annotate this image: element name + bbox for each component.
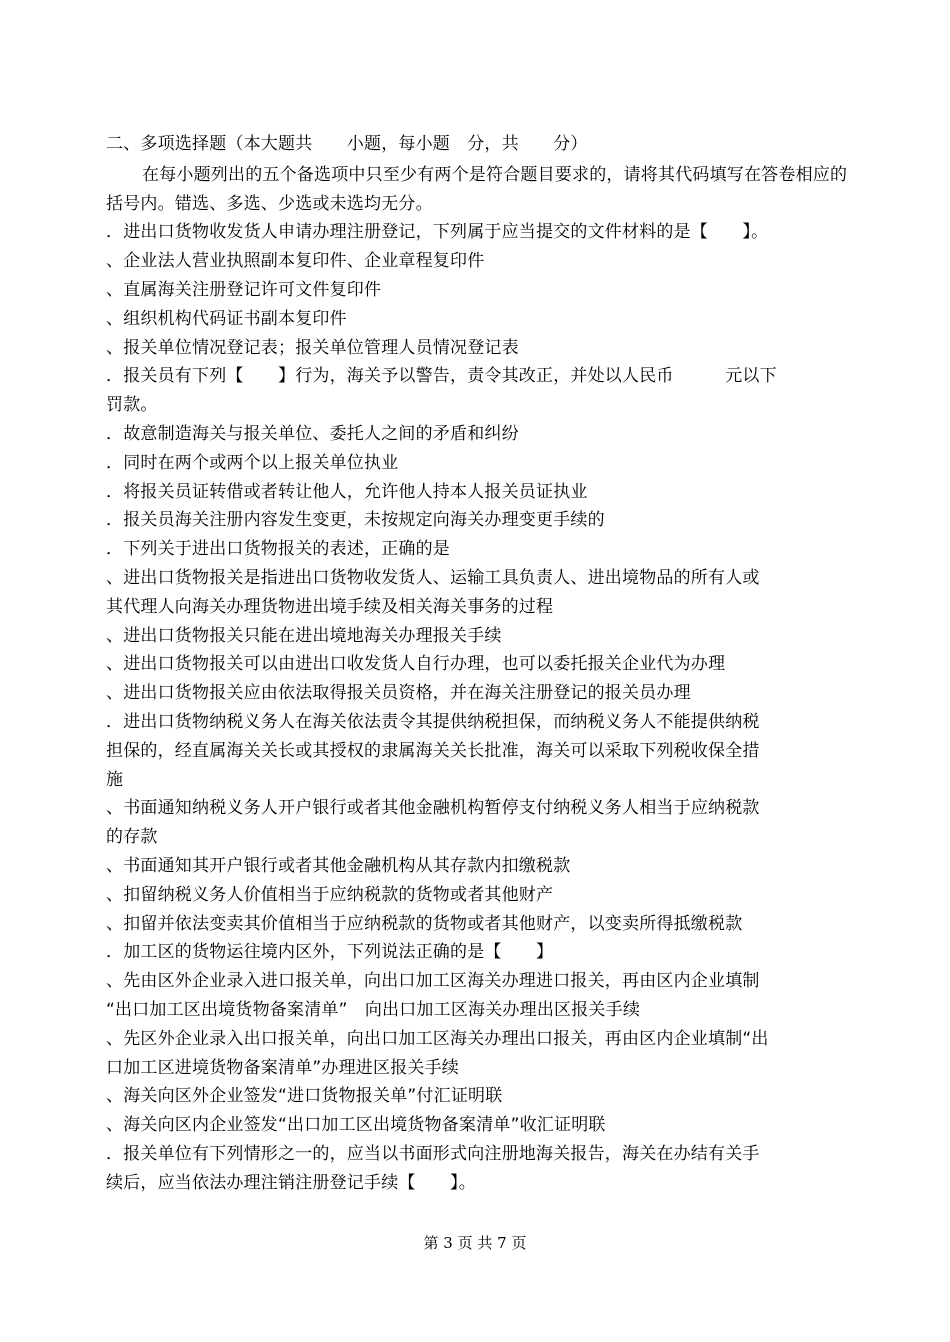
question-line: 续后，应当依法办理注销注册登记手续【 】。 bbox=[106, 1172, 476, 1193]
question-line: 、直属海关注册登记许可文件复印件 bbox=[106, 279, 382, 300]
question-line: 、进出口货物报关只能在进出境地海关办理报关手续 bbox=[106, 625, 502, 646]
question-line: 、进出口货物报关可以由进出口收发货人自行办理，也可以委托报关企业代为办理 bbox=[106, 654, 726, 675]
question-section bbox=[106, 130, 850, 1197]
question-line: ．报关员海关注册内容发生变更，未按规定向海关办理变更手续的 bbox=[106, 510, 605, 531]
question-line: ．故意制造海关与报关单位、委托人之间的矛盾和纠纷 bbox=[106, 423, 519, 444]
question-line: 、先由区外企业录入进口报关单，向出口加工区海关办理进口报关，再由区内企业填制 bbox=[106, 971, 760, 992]
section-heading: 二、多项选择题（本大题共 小题，每小题 分，共 分） bbox=[106, 134, 588, 154]
question-line: ．加工区的货物运往境内区外，下列说法正确的是【 】 bbox=[106, 942, 554, 963]
question-line: 、进出口货物报关是指进出口货物收发货人、运输工具负责人、进出境物品的所有人或 bbox=[106, 567, 760, 588]
question-line: “出口加工区出境货物备案清单” 向出口加工区海关办理出区报关手续 bbox=[106, 999, 641, 1020]
question-line: 、扣留纳税义务人价值相当于应纳税款的货物或者其他财产 bbox=[106, 884, 554, 905]
question-line: 口加工区进境货物备案清单”办理进区报关手续 bbox=[106, 1057, 460, 1078]
question-line: ．报关员有下列【 】行为，海关予以警告，责令其改正，并处以人民币 元以下 bbox=[106, 366, 777, 387]
question-line: 、报关单位情况登记表；报关单位管理人员情况登记表 bbox=[106, 337, 519, 358]
question-lines bbox=[106, 218, 850, 1197]
question-line: 、进出口货物报关应由依法取得报关员资格，并在海关注册登记的报关员办理 bbox=[106, 683, 691, 704]
page-footer: 第 3 页 共 7 页 bbox=[423, 1234, 527, 1252]
question-line: ．进出口货物纳税义务人在海关依法责令其提供纳税担保，而纳税义务人不能提供纳税 bbox=[106, 711, 760, 732]
question-line: 罚款。 bbox=[106, 395, 158, 416]
question-line: 、先区外企业录入出口报关单，向出口加工区海关办理出口报关，再由区内企业填制“出 bbox=[106, 1028, 769, 1049]
question-line: 、书面通知纳税义务人开户银行或者其他金融机构暂停支付纳税义务人相当于应纳税款 bbox=[106, 798, 760, 819]
question-line: ．将报关员证转借或者转让他人，允许他人持本人报关员证执业 bbox=[106, 481, 588, 502]
question-line: 、扣留并依法变卖其价值相当于应纳税款的货物或者其他财产，以变卖所得抵缴税款 bbox=[106, 913, 743, 934]
question-line: 、海关向区内企业签发“出口加工区出境货物备案清单”收汇证明联 bbox=[106, 1115, 606, 1136]
question-line: 的存款 bbox=[106, 827, 158, 848]
question-line: 、企业法人营业执照副本复印件、企业章程复印件 bbox=[106, 251, 485, 272]
question-line: 、海关向区外企业签发“进口货物报关单”付汇证明联 bbox=[106, 1086, 503, 1107]
question-line: ．同时在两个或两个以上报关单位执业 bbox=[106, 452, 399, 473]
question-line: 施 bbox=[106, 769, 124, 790]
question-line: ．下列关于进出口货物报关的表述，正确的是 bbox=[106, 539, 450, 560]
question-line: ．进出口货物收发货人申请办理注册登记，下列属于应当提交的文件材料的是【 】。 bbox=[106, 222, 769, 243]
question-line: 担保的，经直属海关关长或其授权的隶属海关关长批准，海关可以采取下列税收保全措 bbox=[106, 740, 760, 761]
question-line: 、组织机构代码证书副本复印件 bbox=[106, 308, 347, 329]
question-line: 其代理人向海关办理货物进出境手续及相关海关事务的过程 bbox=[106, 596, 554, 617]
question-line: 、书面通知其开户银行或者其他金融机构从其存款内扣缴税款 bbox=[106, 855, 571, 876]
section-instruction: 在每小题列出的五个备选项中只至少有两个是符合题目要求的，请将其代码填写在答卷相应的括号内。错选、多选、少选或未选均无分。 bbox=[106, 164, 848, 214]
question-line: ．报关单位有下列情形之一的，应当以书面形式向注册地海关报告，海关在办结有关手 bbox=[106, 1143, 760, 1164]
